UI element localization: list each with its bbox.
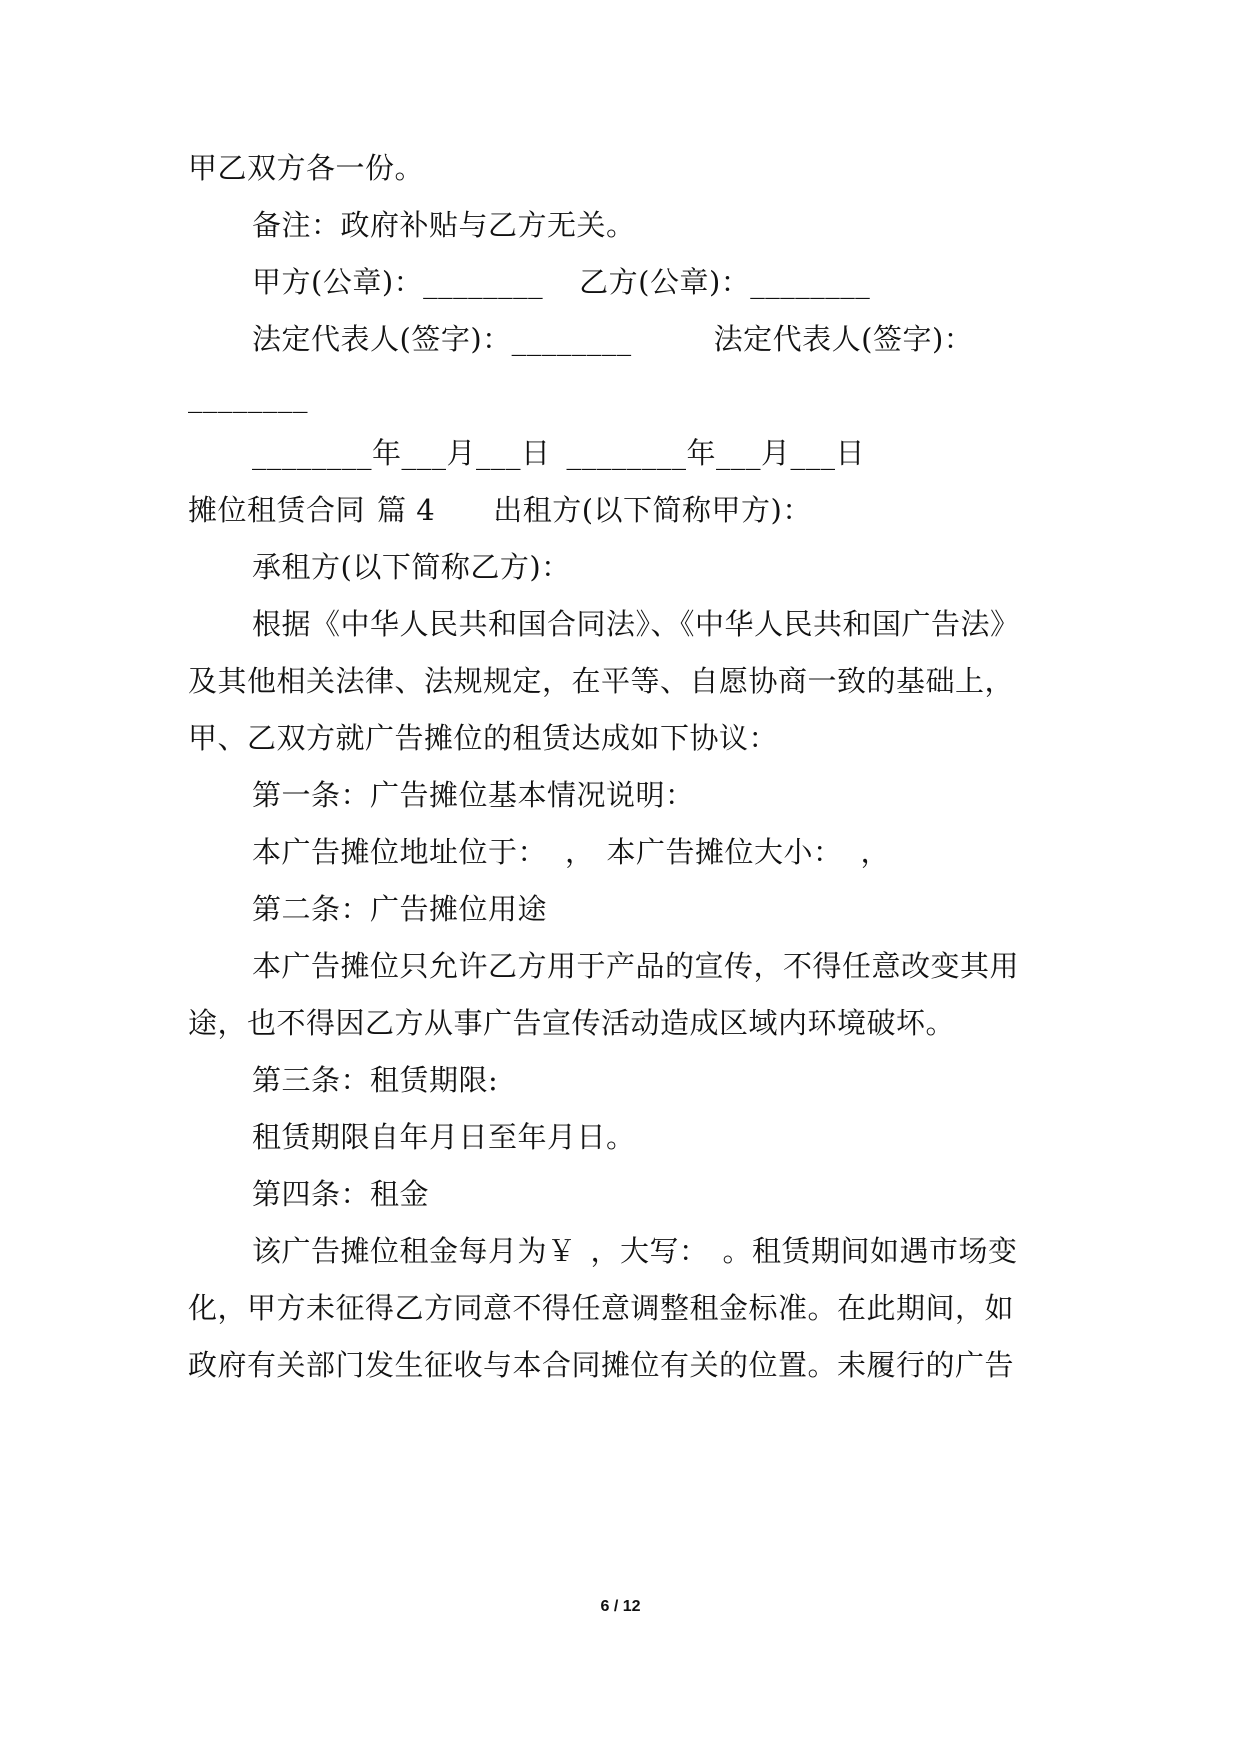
paragraph-line: [252, 832, 890, 872]
article-heading: [252, 1060, 498, 1100]
text-span: 政府有关部门发生征收与本合同摊位有关的位置。未履行的广告: [188, 1348, 1015, 1382]
party-b-representative: 法定代表人(签字)：: [713, 322, 974, 356]
text-span: 甲乙双方各一份。: [188, 151, 425, 185]
text-span: ________: [188, 379, 308, 413]
text-span: ，: [860, 835, 891, 869]
text-span: 化，甲方未征得乙方同意不得任意调整租金标准。在此期间，如: [188, 1291, 1015, 1325]
paragraph-line: [252, 604, 1020, 644]
paragraph-line: [188, 1345, 1014, 1385]
party-a-seal: 甲方(公章)：________: [252, 265, 544, 299]
article-heading: [252, 889, 547, 929]
paragraph-line: [252, 547, 571, 587]
signature-line-representative: [252, 319, 973, 359]
text-span: 甲、乙双方就广告摊位的租赁达成如下协议：: [188, 721, 779, 755]
paragraph-line: [188, 1288, 1014, 1328]
address-label: 本广告摊位地址位于：: [252, 835, 548, 869]
party-a-date: ________年___月___日: [252, 436, 551, 470]
paragraph-line: [252, 1231, 1018, 1271]
text-span: 途，也不得因乙方从事广告宣传活动造成区域内环境破坏。: [188, 1006, 956, 1040]
article-heading: [252, 1174, 429, 1214]
paragraph-line: [252, 946, 1019, 986]
lessor-label: 出租方(以下简称甲方)：: [493, 493, 812, 527]
text-span: 。租赁期间如遇市场变: [722, 1234, 1018, 1268]
party-b-date: ________年___月___日: [566, 436, 866, 470]
signature-line-seal: [252, 262, 870, 302]
paragraph-line: [188, 718, 778, 758]
signature-blank: [188, 376, 308, 416]
paragraph-line: [252, 205, 636, 245]
section-heading: [188, 490, 812, 530]
rent-amount-label: 该广告摊位租金每月为￥: [252, 1234, 577, 1268]
size-label: 本广告摊位大小：: [606, 835, 843, 869]
text-span: 根据《中华人民共和国合同法》、《中华人民共和国广告法》: [252, 607, 1020, 641]
text-span: 第三条：租赁期限:: [252, 1063, 499, 1097]
text-span: 第四条：租金: [252, 1177, 430, 1211]
text-span: 第二条：广告摊位用途: [252, 892, 548, 926]
paragraph-line: [252, 1117, 636, 1157]
text-span: 第一条：广告摊位基本情况说明：: [252, 778, 695, 812]
paragraph-line: [188, 148, 424, 188]
contract-title: 摊位租赁合同: [188, 493, 366, 527]
text-span: ，: [565, 835, 595, 869]
date-line: [252, 433, 865, 473]
page-number: 6 / 12: [600, 1598, 641, 1615]
party-b-seal: 乙方(公章)：________: [579, 265, 871, 299]
paragraph-line: [188, 661, 1014, 701]
text-span: 及其他相关法律、法规规定，在平等、自愿协商一致的基础上，: [188, 664, 1015, 698]
text-span: 本广告摊位只允许乙方用于产品的宣传，不得任意改变其用: [252, 949, 1020, 983]
text-span: 租赁期限自年月日至年月日。: [252, 1120, 636, 1154]
rent-uppercase-label: ，大写：: [590, 1234, 709, 1268]
party-a-representative: 法定代表人(签字)：________: [252, 322, 632, 356]
paragraph-line: [188, 1003, 955, 1043]
article-heading: [252, 775, 695, 815]
section-number: 篇 4: [377, 493, 436, 527]
text-span: 备注：政府补贴与乙方无关。: [252, 208, 636, 242]
lessee-label: 承租方(以下简称乙方)：: [252, 550, 571, 584]
